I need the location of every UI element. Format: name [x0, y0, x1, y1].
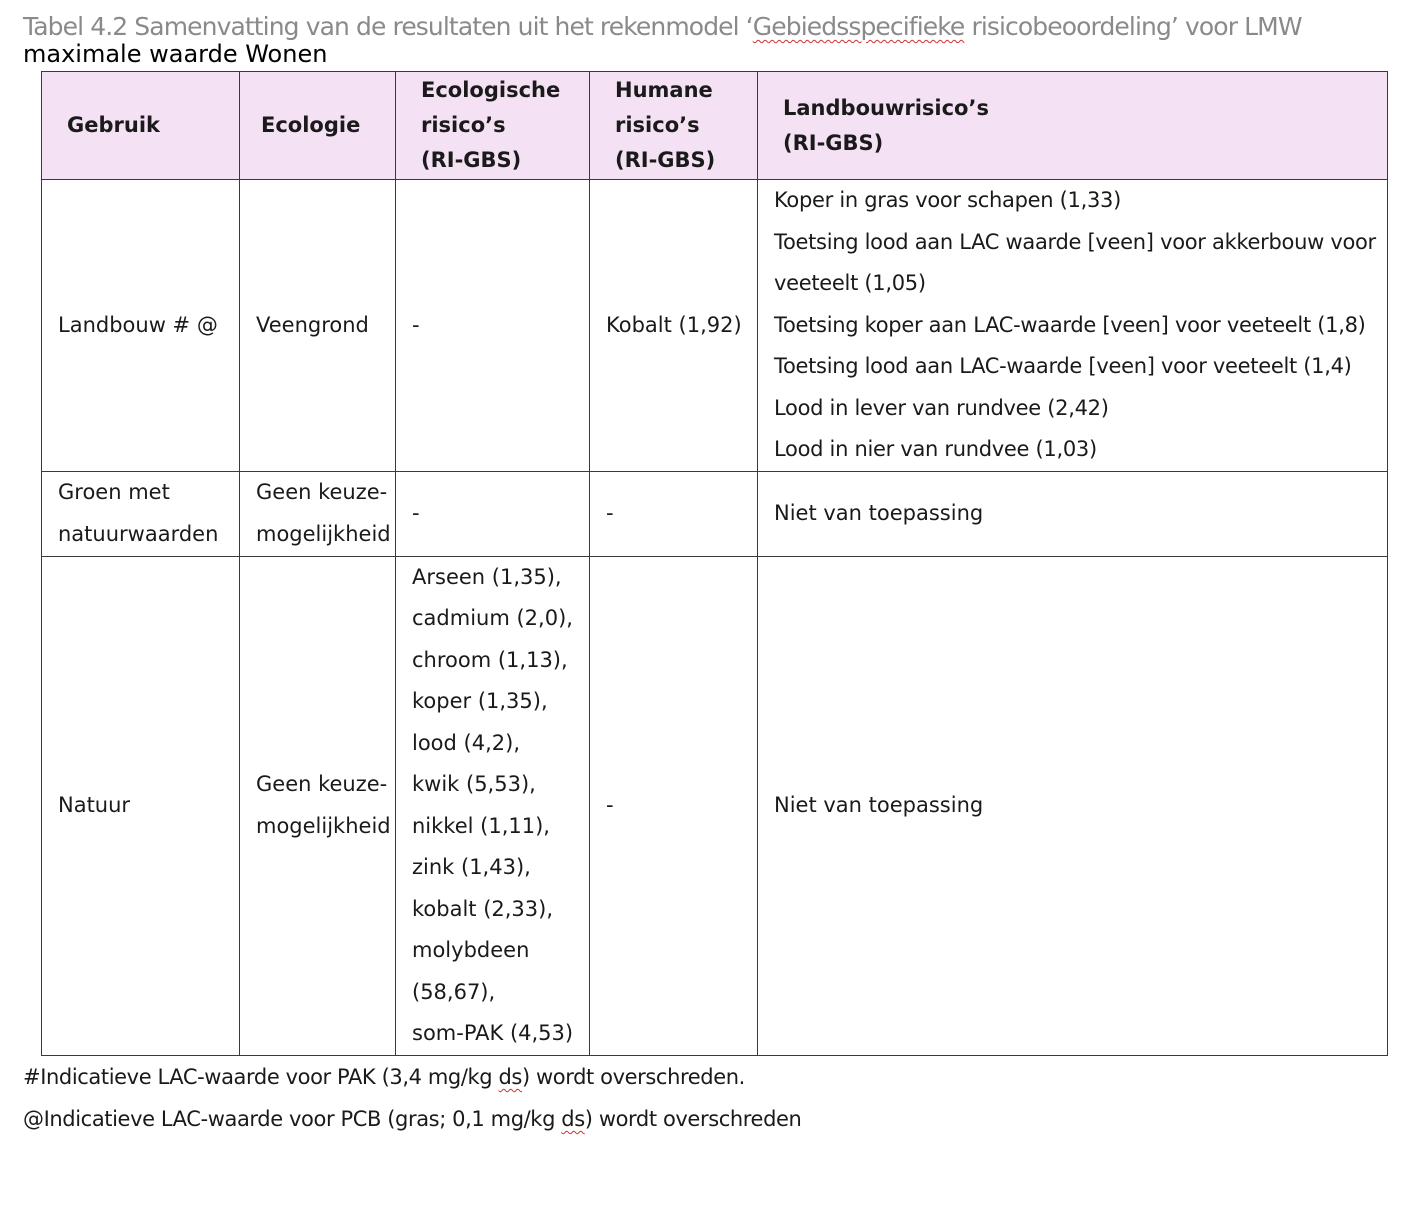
- header-line: (RI-GBS): [421, 148, 522, 172]
- header-line: risico’s: [615, 113, 700, 137]
- cell-ecologische-risicos: -: [396, 180, 590, 472]
- cell-humane-risicos: -: [590, 556, 758, 1055]
- cell-line: Groen met: [58, 480, 170, 504]
- risk-item: (58,67),: [412, 979, 496, 1004]
- header-line: Humane: [615, 78, 713, 102]
- cell-line: natuurwaarden: [58, 521, 219, 546]
- footnote-pak: [23, 1065, 745, 1089]
- header-gebruik: Gebruik: [42, 72, 240, 180]
- cell-line: mogelijkheid: [256, 521, 391, 546]
- header-line: Ecologische: [421, 78, 561, 102]
- cell-ecologische-risicos: [396, 556, 590, 1055]
- footnote-text: ) wordt overschreden: [584, 1107, 802, 1131]
- cell-gebruik: Natuur: [42, 556, 240, 1055]
- cell-ecologie: [240, 471, 396, 556]
- footnote-pcb: [23, 1107, 801, 1131]
- risk-item: som-PAK (4,53): [412, 1021, 574, 1045]
- risk-item: Toetsing koper aan LAC-waarde [veen] voor veeteelt (1,8): [774, 312, 1366, 337]
- risk-item: kwik (5,53),: [412, 772, 536, 796]
- table-row: [42, 556, 1388, 1055]
- cell-humane-risicos: -: [590, 471, 758, 556]
- cell-ecologische-risicos: -: [396, 471, 590, 556]
- cell-landbouwrisicos: Niet van toepassing: [758, 556, 1388, 1055]
- cell-line: Geen keuze-: [256, 772, 388, 796]
- footnote-unit: ds: [498, 1065, 522, 1089]
- footnote-text: ) wordt overschreden.: [521, 1065, 745, 1089]
- table-caption-line2: maximale waarde Wonen: [23, 40, 328, 68]
- cell-ecologie: [240, 556, 396, 1055]
- header-humane-risicos: [590, 72, 758, 180]
- footnote-text: @Indicatieve LAC-waarde voor PCB (gras; 0,1 mg/kg: [23, 1107, 562, 1131]
- caption-prefix: Tabel 4.2 Samenvatting van de resultaten uit het rekenmodel ‘: [23, 12, 753, 41]
- cell-ecologie: Veengrond: [240, 180, 396, 472]
- risk-item: koper (1,35),: [412, 689, 548, 713]
- header-landbouwrisicos: [758, 72, 1388, 180]
- risk-item: cadmium (2,0),: [412, 606, 573, 630]
- risk-item: molybdeen: [412, 938, 530, 962]
- table-header-row: [42, 72, 1388, 180]
- header-ecologische-risicos: [396, 72, 590, 180]
- risk-item: lood (4,2),: [412, 730, 520, 755]
- risk-item: Arseen (1,35),: [412, 564, 562, 589]
- table-row: [42, 471, 1388, 556]
- caption-model-name: Gebiedsspecifieke: [752, 12, 965, 41]
- risk-item: chroom (1,13),: [412, 647, 568, 672]
- cell-line: mogelijkheid: [256, 813, 391, 838]
- risk-item: kobalt (2,33),: [412, 896, 554, 921]
- header-line: risico’s: [421, 113, 506, 137]
- cell-gebruik: [42, 471, 240, 556]
- footnote-unit: ds: [561, 1107, 585, 1131]
- risk-item: Lood in nier van rundvee (1,03): [774, 437, 1097, 461]
- cell-humane-risicos: Kobalt (1,92): [590, 180, 758, 472]
- results-table: [41, 71, 1388, 1056]
- risk-item: Lood in lever van rundvee (2,42): [774, 395, 1109, 420]
- header-line: Landbouwrisico’s: [783, 95, 989, 120]
- risk-item: nikkel (1,11),: [412, 813, 550, 838]
- table-row: [42, 180, 1388, 472]
- header-line: (RI-GBS): [783, 130, 884, 155]
- cell-gebruik: Landbouw # @: [42, 180, 240, 472]
- cell-landbouwrisicos: [758, 180, 1388, 472]
- cell-line: Geen keuze-: [256, 480, 388, 504]
- header-line: (RI-GBS): [615, 148, 716, 172]
- cell-landbouwrisicos: Niet van toepassing: [758, 471, 1388, 556]
- risk-item: Koper in gras voor schapen (1,33): [774, 188, 1121, 212]
- caption-suffix: risicobeoordeling’ voor LMW: [964, 12, 1302, 41]
- footnote-text: #Indicatieve LAC-waarde voor PAK (3,4 mg/kg: [23, 1065, 499, 1089]
- risk-item: Toetsing lood aan LAC-waarde [veen] voor veeteelt (1,4): [774, 354, 1352, 378]
- header-ecologie: Ecologie: [240, 72, 396, 180]
- risk-item: zink (1,43),: [412, 855, 531, 879]
- table-caption: [23, 12, 1302, 41]
- risk-item: veeteelt (1,05): [774, 271, 926, 295]
- risk-item: Toetsing lood aan LAC waarde [veen] voor akkerbouw voor: [774, 229, 1376, 254]
